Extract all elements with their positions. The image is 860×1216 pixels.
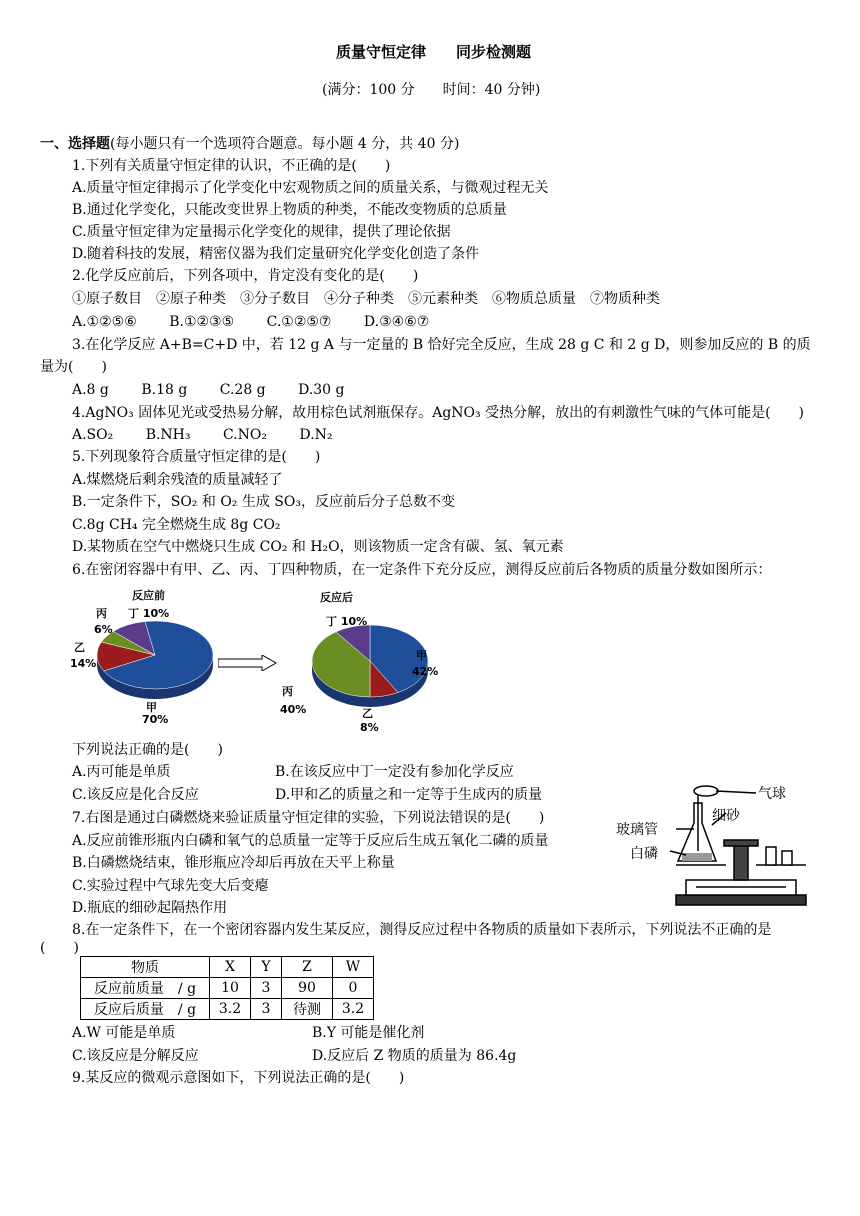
question-7: 7.右图是通过白磷燃烧来验证质量守恒定律的实验，下列说法错误的是( ) <box>72 810 545 826</box>
pie-before-label-bing: 丙 <box>96 607 107 620</box>
question-3: 3.在化学反应 A+B=C+D 中，若 12 g A 与一定量的 B 恰好完全反应，生成 28 g C 和 2 g D，则参加反应的 B 的质 <box>72 337 811 353</box>
pie-before-label-jia: 甲 <box>146 701 157 714</box>
option-6a: A.丙可能是单质 <box>72 764 171 780</box>
pie-after-title: 反应后 <box>320 591 353 604</box>
pie-chart-before <box>60 585 220 725</box>
section-title: 一、选择题 <box>40 136 110 152</box>
question-2-items: ①原子数目 ②原子种类 ③分子数目 ④分子种类 ⑤元素种类 ⑥物质总质量 ⑦物质种类 <box>72 291 660 307</box>
option-1c: C.质量守恒定律为定量揭示化学变化的规律，提供了理论依据 <box>72 224 451 240</box>
pie-before-ding-value: 10% <box>142 607 170 620</box>
table-cell: 10 <box>210 978 251 999</box>
pie-after-value-jia: 42% <box>412 665 439 678</box>
table-header-cell: 物质 <box>81 957 210 978</box>
pie-before-value-yi: 14% <box>70 657 97 670</box>
pie-before-label-yi: 乙 <box>74 641 85 654</box>
table-cell: 90 <box>282 978 333 999</box>
option-5c: C.8g CH₄ 完全燃烧生成 8g CO₂ <box>72 517 281 533</box>
table-row <box>81 978 374 999</box>
label-glass-tube: 玻璃管 <box>616 822 658 838</box>
option-8a: A.W 可能是单质 <box>72 1025 176 1041</box>
table-cell: 反应前质量 / g <box>81 978 210 999</box>
pie-after-value-yi: 8% <box>360 721 379 734</box>
table-header-cell: W <box>333 957 374 978</box>
question-6-stem: 下列说法正确的是( ) <box>72 742 223 758</box>
table-cell: 待测 <box>282 999 333 1020</box>
option-8d: D.反应后 Z 物质的质量为 86.4g <box>312 1048 517 1064</box>
pie-before-value-bing: 6% <box>94 623 113 636</box>
table-header-row <box>81 957 374 978</box>
option-7b: B.白磷燃烧结束，锥形瓶应冷却后再放在天平上称量 <box>72 855 395 871</box>
question-5: 5.下列现象符合质量守恒定律的是( ) <box>72 449 321 465</box>
option-7c: C.实验过程中气球先变大后变瘪 <box>72 878 269 894</box>
table-cell: 3 <box>251 978 282 999</box>
option-6d: D.甲和乙的质量之和一定等于生成丙的质量 <box>275 787 543 803</box>
pie-after-label-bing: 丙 <box>282 685 293 698</box>
question-8-cont: ( ) <box>40 940 79 956</box>
pie-after-label-jia: 甲 <box>416 649 427 662</box>
option-6c: C.该反应是化合反应 <box>72 787 199 803</box>
pie-chart-after <box>270 585 440 735</box>
question-4-options: A.SO₂ B.NH₃ C.NO₂ D.N₂ <box>72 427 333 443</box>
table-header-cell: Y <box>251 957 282 978</box>
question-3-options: A.8 g B.18 g C.28 g D.30 g <box>72 382 345 398</box>
option-8b: B.Y 可能是催化剂 <box>312 1025 425 1041</box>
pie-before-svg <box>60 585 220 725</box>
question-2: 2.化学反应前后，下列各项中，肯定没有变化的是( ) <box>72 268 419 284</box>
data-table <box>80 956 374 1020</box>
table-cell: 反应后质量 / g <box>81 999 210 1020</box>
question-1: 1.下列有关质量守恒定律的认识，不正确的是( ) <box>72 158 391 174</box>
option-7d: D.瓶底的细砂起隔热作用 <box>72 900 228 916</box>
option-1b: B.通过化学变化，只能改变世界上物质的种类，不能改变物质的总质量 <box>72 202 507 218</box>
pie-before-value-jia: 70% <box>142 713 169 726</box>
question-4: 4.AgNO₃ 固体见光或受热易分解，故用棕色试剂瓶保存。AgNO₃ 受热分解，放出的有刺激性气味的气体可能是( ) <box>72 405 805 421</box>
option-5b: B.一定条件下，SO₂ 和 O₂ 生成 SO₃，反应前后分子总数不变 <box>72 494 455 510</box>
pie-after-label-yi: 乙 <box>362 707 373 720</box>
question-2-options: A.①②⑤⑥ B.①②③⑤ C.①②⑤⑦ D.③④⑥⑦ <box>72 314 430 330</box>
label-white-phosphorus: 白磷 <box>630 846 658 862</box>
table-row <box>81 999 374 1020</box>
label-balloon: 气球 <box>758 786 786 802</box>
pie-after-ding-name: 丁 <box>326 615 337 628</box>
pie-after-ding-value: 10% <box>340 615 368 628</box>
option-8c: C.该反应是分解反应 <box>72 1048 199 1064</box>
table-cell: 3.2 <box>210 999 251 1020</box>
pie-after-value-bing: 40% <box>280 703 307 716</box>
page-title: 质量守恒定律 同步检测题 <box>336 43 532 61</box>
arrow-icon <box>218 655 278 671</box>
option-1d: D.随着科技的发展，精密仪器为我们定量研究化学变化创造了条件 <box>72 246 480 262</box>
label-sand: 细砂 <box>712 808 740 824</box>
page-subtitle: (满分：100 分 时间：40 分钟) <box>322 82 541 98</box>
option-6b: B.在该反应中丁一定没有参加化学反应 <box>275 764 514 780</box>
section-note: (每小题只有一个选项符合题意。每小题 4 分，共 40 分) <box>110 136 460 152</box>
pie-before-title: 反应前 <box>132 589 165 602</box>
question-9: 9.某反应的微观示意图如下，下列说法正确的是( ) <box>72 1070 405 1086</box>
section-heading <box>40 134 459 154</box>
table-header-cell: X <box>210 957 251 978</box>
table-header-cell: Z <box>282 957 333 978</box>
question-6: 6.在密闭容器中有甲、乙、丙、丁四种物质，在一定条件下充分反应，测得反应前后各物质的质量分数如图所示： <box>72 562 772 578</box>
pie-before-ding-name: 丁 <box>128 607 139 620</box>
option-5d: D.某物质在空气中燃烧只生成 CO₂ 和 H₂O，则该物质一定含有碳、氢、氧元素 <box>72 539 564 555</box>
table-cell: 0 <box>333 978 374 999</box>
option-7a: A.反应前锥形瓶内白磷和氧气的总质量一定等于反应后生成五氧化二磷的质量 <box>72 833 549 849</box>
option-5a: A.煤燃烧后剩余残渣的质量减轻了 <box>72 472 283 488</box>
option-1a: A.质量守恒定律揭示了化学变化中宏观物质之间的质量关系，与微观过程无关 <box>72 180 549 196</box>
table-cell: 3 <box>251 999 282 1020</box>
apparatus-figure <box>616 785 816 919</box>
pie-before-label-ding <box>128 607 169 620</box>
table-cell: 3.2 <box>333 999 374 1020</box>
question-8: 8.在一定条件下，在一个密闭容器内发生某反应，测得反应过程中各物质的质量如下表所示，下列说法不正确的是 <box>72 922 772 938</box>
question-3-cont: 量为( ) <box>40 359 107 375</box>
pie-after-label-ding <box>326 615 367 628</box>
